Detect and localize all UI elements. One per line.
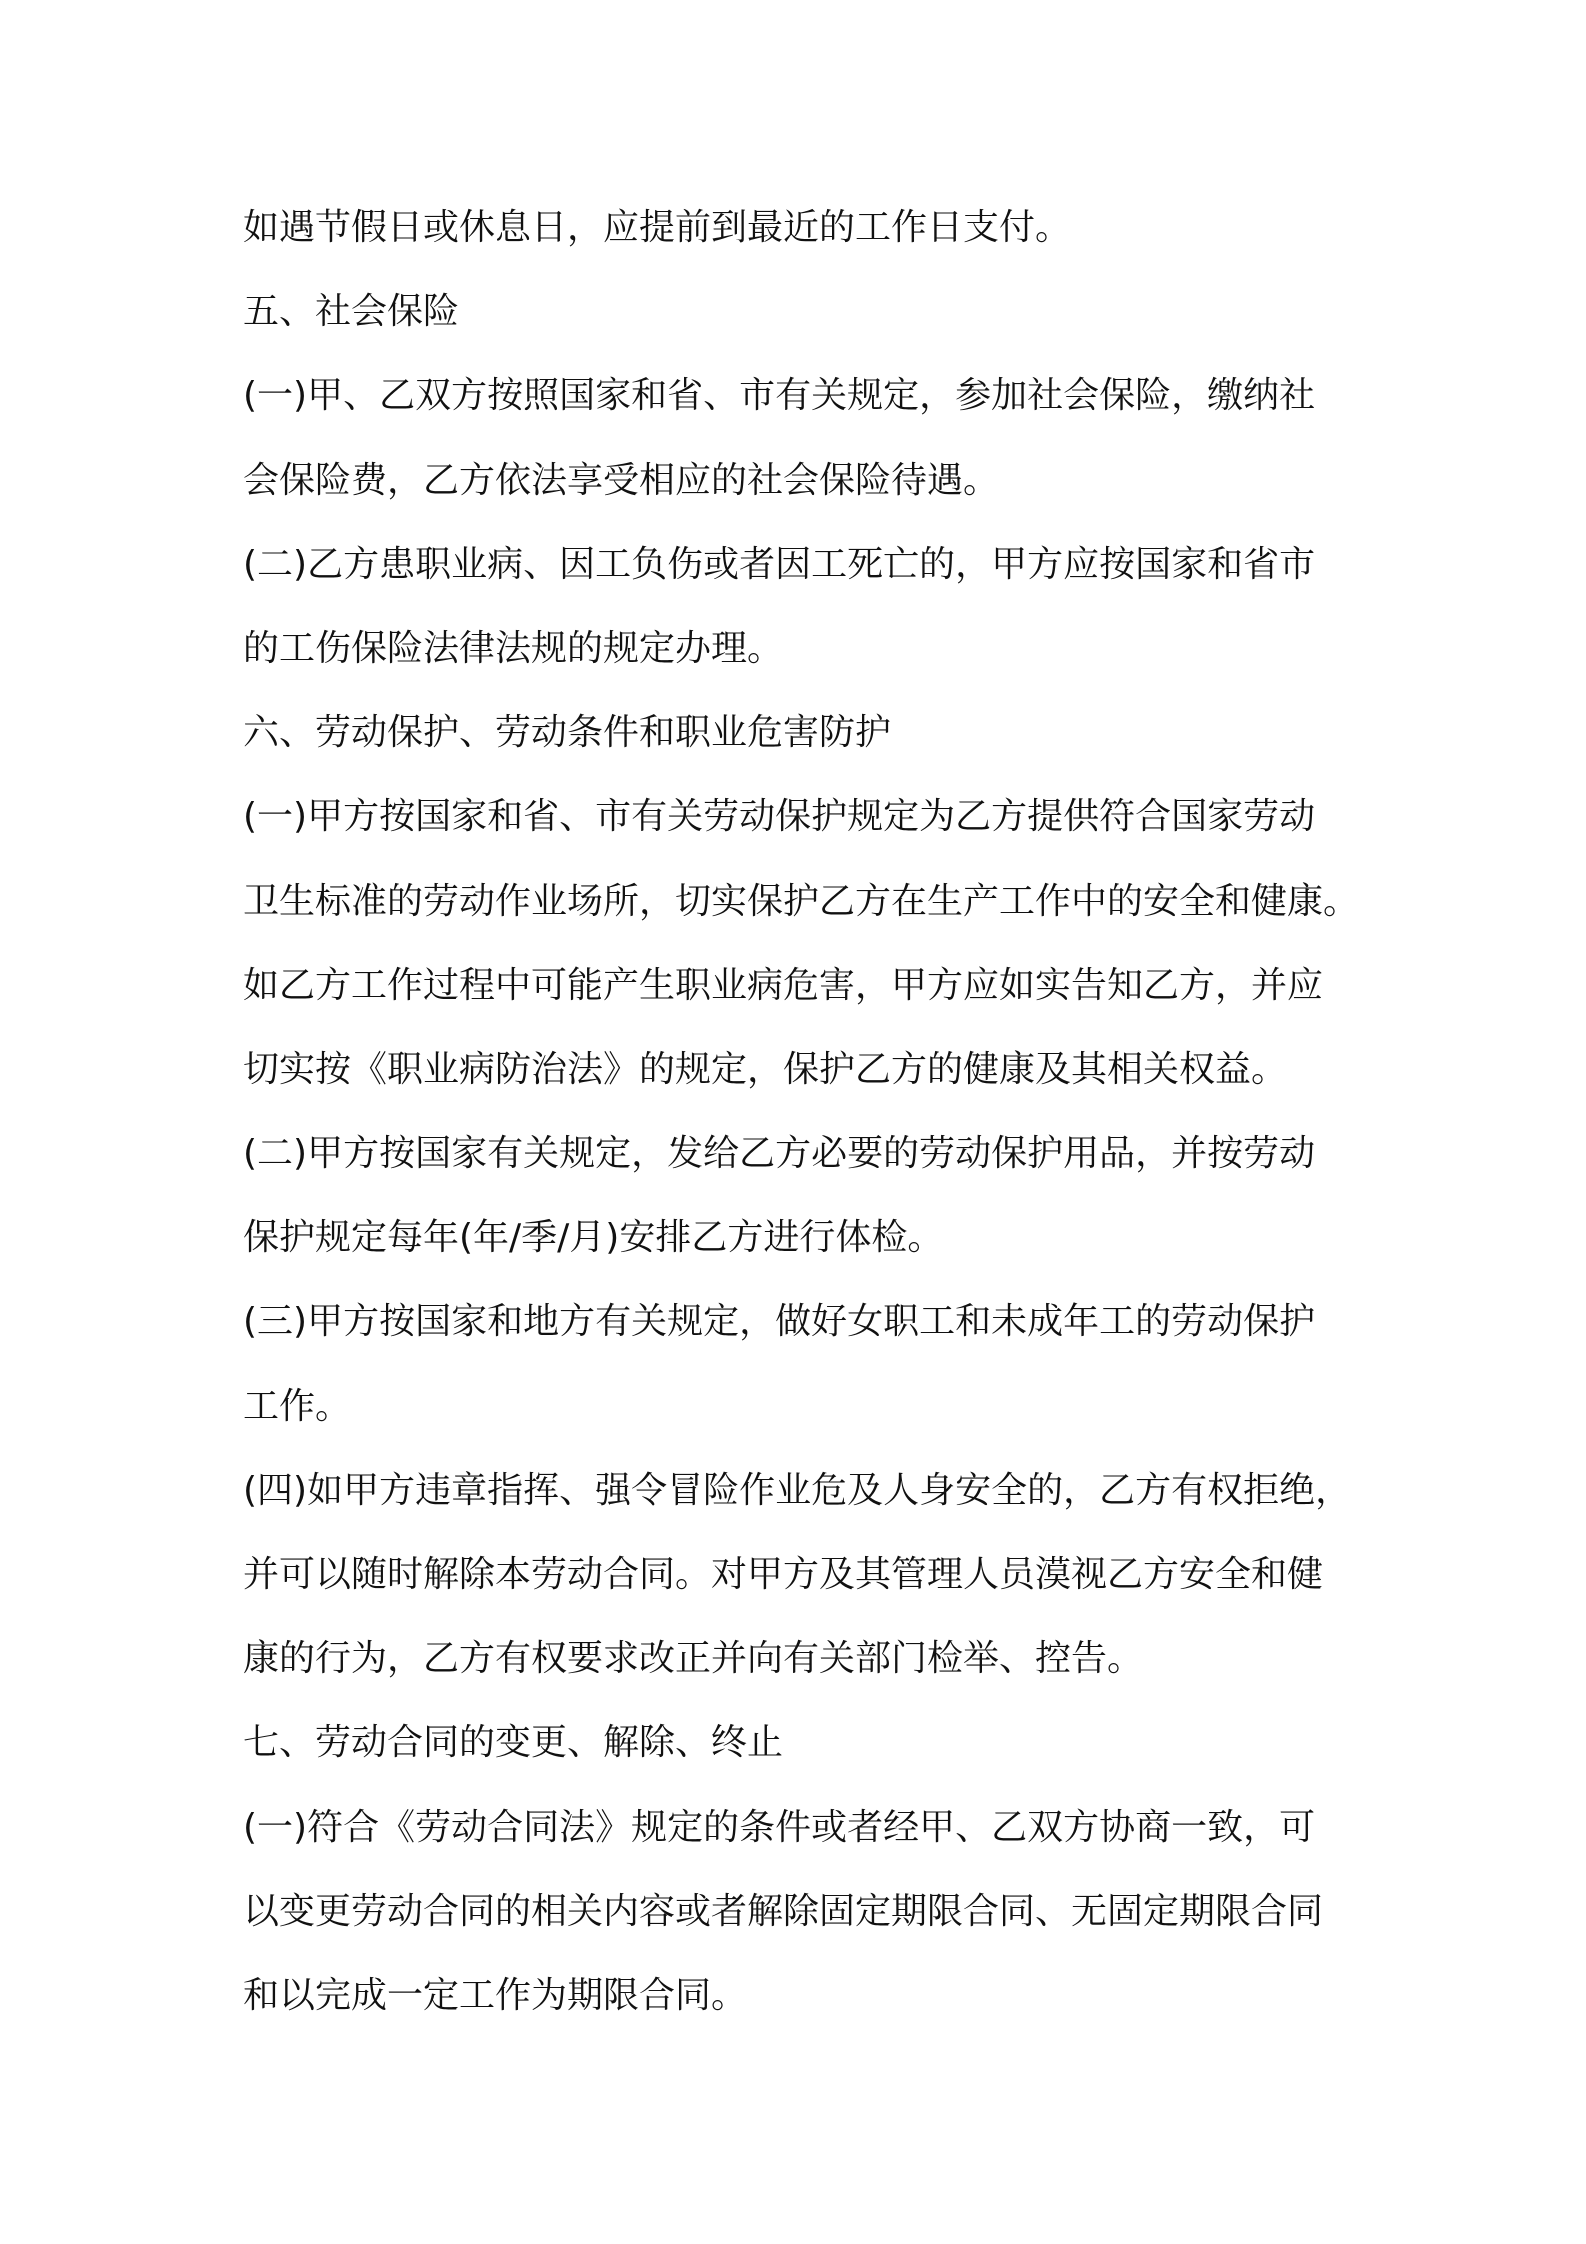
text-line: (二)乙方患职业病、因工负伤或者因工死亡的，甲方应按国家和省市 xyxy=(243,543,1316,585)
section-heading: 五、社会保险 xyxy=(243,291,460,333)
text-line: (二)甲方按国家有关规定，发给乙方必要的劳动保护用品，并按劳动 xyxy=(243,1133,1316,1175)
document-body xyxy=(243,198,1363,2050)
text-line: (一)甲方按国家和省、市有关劳动保护规定为乙方提供符合国家劳动 xyxy=(243,796,1316,838)
text-line: 会保险费，乙方依法享受相应的社会保险待遇。 xyxy=(243,459,1000,501)
text-line: (一)甲、乙双方按照国家和省、市有关规定，参加社会保险，缴纳社 xyxy=(243,375,1316,417)
section-heading: 六、劳动保护、劳动条件和职业危害防护 xyxy=(243,712,892,754)
text-line: 切实按《职业病防治法》的规定，保护乙方的健康及其相关权益。 xyxy=(243,1048,1288,1090)
text-line: 如乙方工作过程中可能产生职业病危害，甲方应如实告知乙方，并应 xyxy=(243,964,1324,1006)
text-line: 卫生标准的劳动作业场所，切实保护乙方在生产工作中的安全和健康。 xyxy=(243,880,1360,922)
text-line: (四)如甲方违章指挥、强令冒险作业危及人身安全的，乙方有权拒绝， xyxy=(243,1469,1352,1511)
text-line: 工作。 xyxy=(243,1385,352,1427)
text-line: 保护规定每年(年/季/月)安排乙方进行体检。 xyxy=(243,1217,944,1259)
section-heading: 七、劳动合同的变更、解除、终止 xyxy=(243,1722,784,1764)
text-line: 以变更劳动合同的相关内容或者解除固定期限合同、无固定期限合同 xyxy=(243,1890,1324,1932)
text-line: 并可以随时解除本劳动合同。对甲方及其管理人员漠视乙方安全和健 xyxy=(243,1554,1324,1595)
text-line: 如遇节假日或休息日，应提前到最近的工作日支付。 xyxy=(243,207,1072,248)
text-line: (一)符合《劳动合同法》规定的条件或者经甲、乙双方协商一致，可 xyxy=(243,1806,1316,1848)
text-line: 康的行为，乙方有权要求改正并向有关部门检举、控告。 xyxy=(243,1638,1144,1680)
text-line: 的工伤保险法律法规的规定办理。 xyxy=(243,627,784,669)
text-line: (三)甲方按国家和地方有关规定，做好女职工和未成年工的劳动保护 xyxy=(243,1301,1316,1343)
text-line: 和以完成一定工作为期限合同。 xyxy=(243,1974,748,2016)
